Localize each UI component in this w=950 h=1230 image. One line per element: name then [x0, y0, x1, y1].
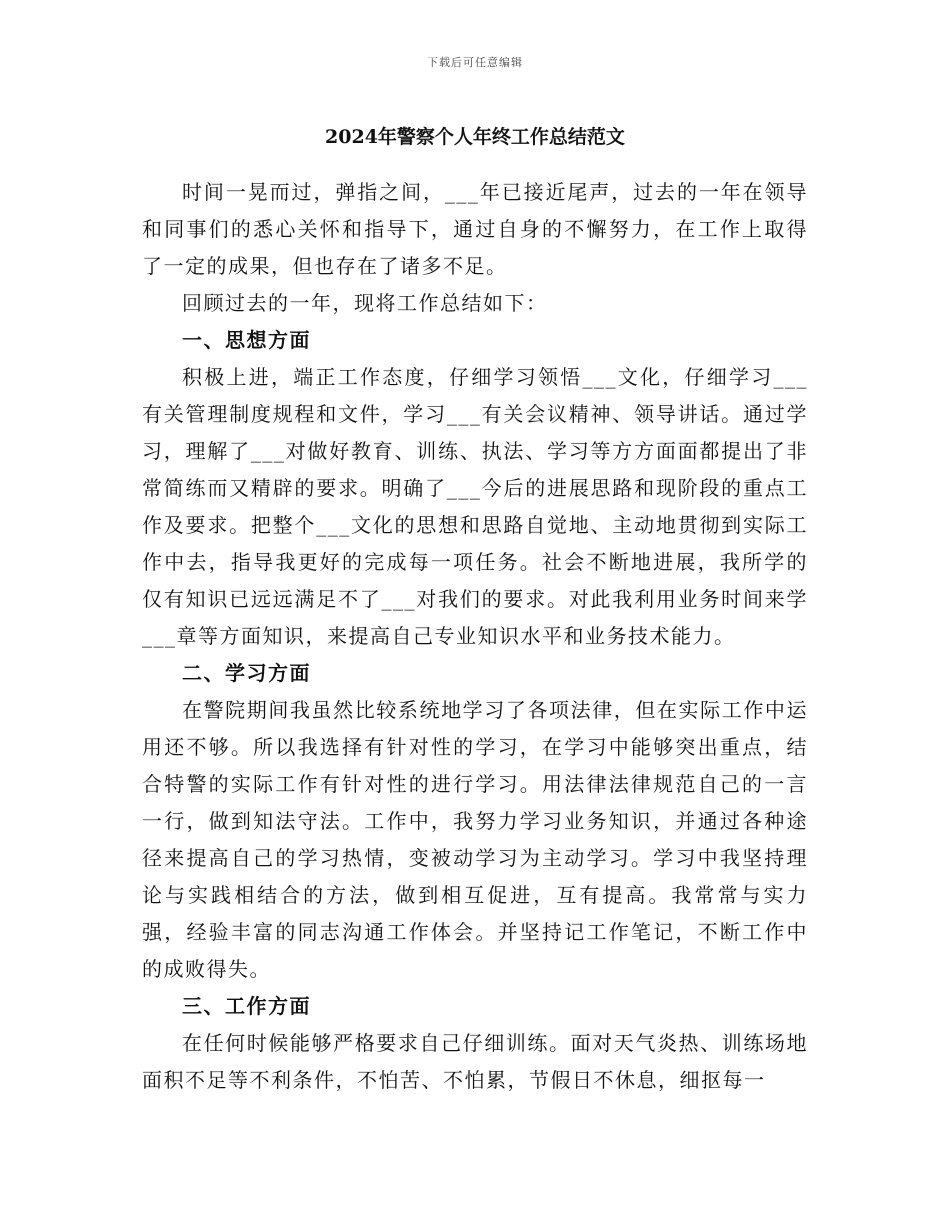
- section-body-work: 在任何时候能够严格要求自己仔细训练。面对天气炎热、训练场地面积不足等不利条件，不怕苦、不怕累，节假日不休息，细抠每一: [142, 1031, 808, 1092]
- section-heading-work: 三、工作方面: [182, 994, 311, 1018]
- intro-paragraph: 时间一晃而过，弹指之间，___年已接近尾声，过去的一年在领导和同事们的悉心关怀和指导下，通过自身的不懈努力，在工作上取得了一定的成果，但也存在了诸多不足。: [142, 180, 808, 278]
- document-body: [142, 122, 808, 1099]
- section-heading-ideology: 一、思想方面: [182, 328, 311, 352]
- section-heading-study: 二、学习方面: [182, 661, 311, 685]
- intro-summary-line: 回顾过去的一年，现将工作总结如下：: [182, 291, 548, 315]
- section-body-study: 在警院期间我虽然比较系统地学习了各项法律，但在实际工作中运用还不够。所以我选择有针对性的学习，在学习中能够突出重点，结合特警的实际工作有针对性的进行学习。用法律法律规范自己的一言一行，做到知法守法。工作中，我努力学习业务知识，并通过各种途径来提高自己的学习热情，变被动学习为主动学习。学习中我坚持理论与实践相结合的方法，做到相互促进，互有提高。我常常与实力强，经验丰富的同志沟通工作体会。并坚持记工作笔记，不断工作中的成败得失。: [142, 698, 808, 981]
- section-body-ideology: 积极上进，端正工作态度，仔细学习领悟___文化，仔细学习___有关管理制度规程和文件，学习___有关会议精神、领导讲话。通过学习，理解了___对做好教育、训练、执法、学习等方方面面都提出了非常简练而又精辟的要求。明确了___今后的进展思路和现阶段的重点工作及要求。把整个___文化的思想和思路自觉地、主动地贯彻到实际工作中去，指导我更好的完成每一项任务。社会不断地进展，我所学的仅有知识已远远满足不了___对我们的要求。对此我利用业务时间来学___章等方面知识，来提高自己专业知识水平和业务技术能力。: [142, 365, 808, 648]
- header-note: 下载后可任意编辑: [427, 56, 523, 69]
- document-title: 2024年警察个人年终工作总结范文: [325, 126, 625, 148]
